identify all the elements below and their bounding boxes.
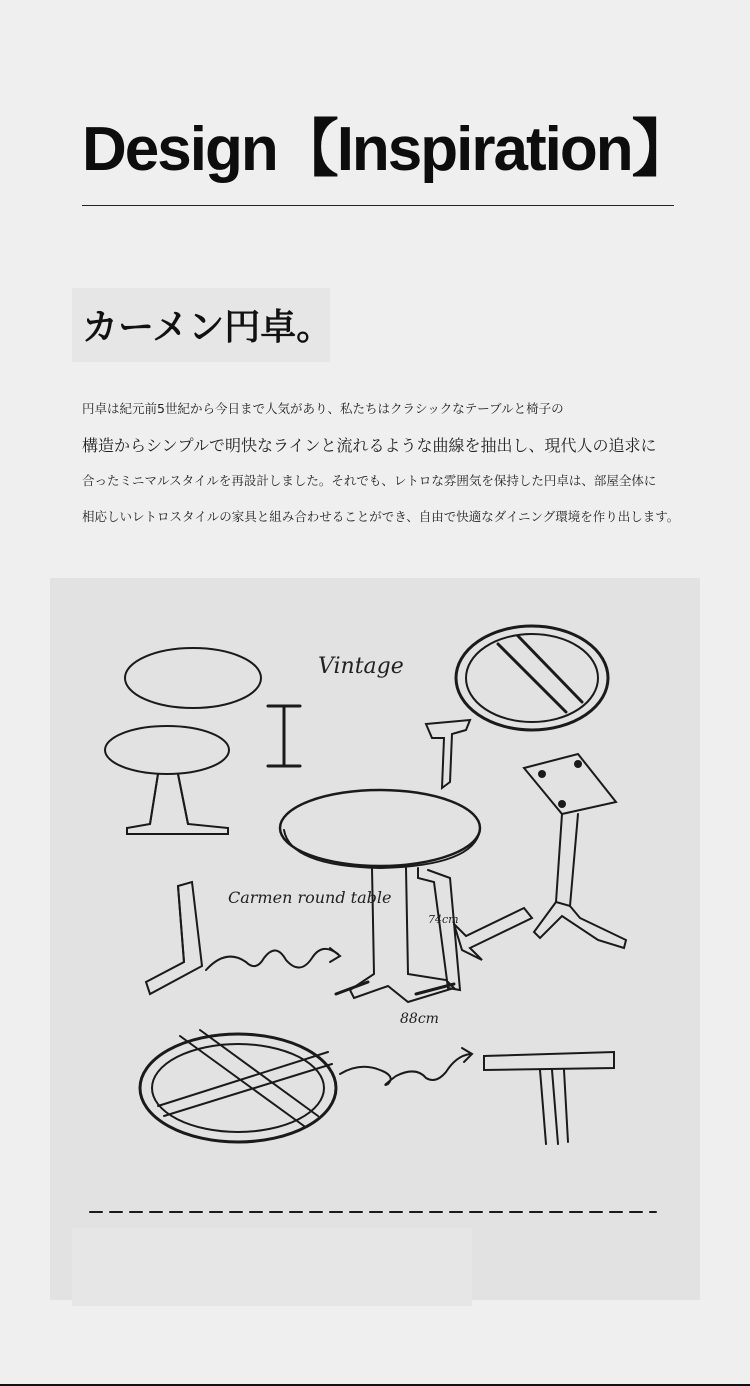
sketch-main-round-table <box>280 790 480 866</box>
sketch-t-joint <box>426 720 470 788</box>
sketch-tabletop-oval <box>125 648 261 708</box>
description-line-3: 合ったミニマルスタイルを再設計しました。それでも、レトロな雰囲気を保持した円卓は、部屋全体に <box>82 473 657 488</box>
sketch-label-vintage: Vintage <box>318 654 404 679</box>
description-line-4: 相応しいレトロスタイルの家具と組み合わせることができ、自由で快適なダイニング環境を作り出します。 <box>82 509 680 524</box>
sketch-arrow-left <box>454 908 532 960</box>
sketch-round-top-bottom <box>140 1034 336 1142</box>
sketch-l-profile <box>146 882 202 994</box>
sketch-squiggle-arrow-1 <box>206 949 338 970</box>
title-divider <box>82 205 674 206</box>
sketch-t-profile <box>484 1052 614 1070</box>
sketch-squiggle-arrow-2 <box>340 1054 470 1085</box>
sketch-label-name: Carmen round table <box>228 888 392 907</box>
sketch-plate-bracket <box>524 754 616 814</box>
description-line-1: 円卓は紀元前5世紀から今日まで人気があり、私たちはクラシックなテーブルと椅子の <box>82 401 564 416</box>
description-line-2: 構造からシンプルで明快なラインと流れるような曲線を抽出し、現代人の追求に <box>82 436 657 455</box>
page-title: Design【Inspiration】 <box>82 115 692 184</box>
sketch-label-width: 88cm <box>400 1011 439 1027</box>
sketch-small-table <box>105 726 229 774</box>
sketch-label-height: 74cm <box>428 913 459 926</box>
product-subtitle: カーメン円卓。 <box>82 307 333 348</box>
caption-placeholder-box <box>72 1228 472 1306</box>
design-sketch-image <box>50 578 700 1300</box>
sketch-i-profile <box>268 706 300 766</box>
